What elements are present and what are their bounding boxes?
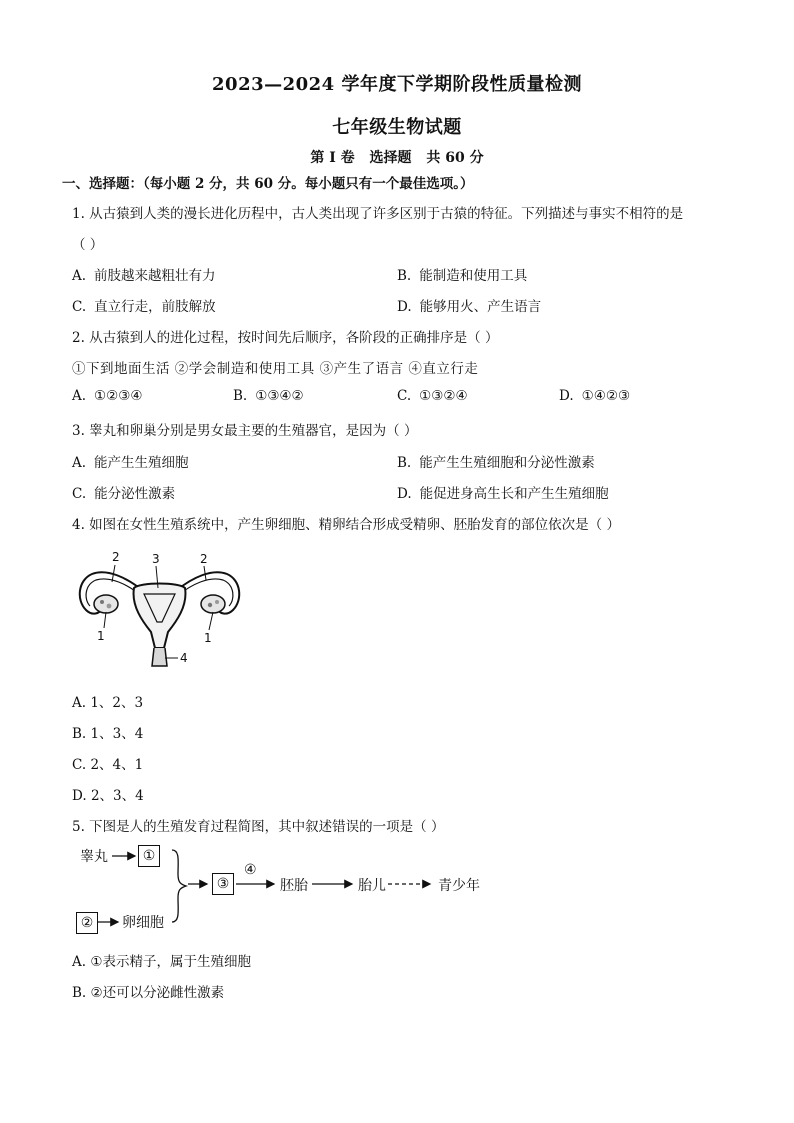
section-instructions: 一、选择题：（每小题 2 分，共 60 分。每小题只有一个最佳选项。） xyxy=(62,176,474,192)
ovary-left-follicle xyxy=(107,604,112,609)
exam-title: 2023—2024 学年度下学期阶段性质量检测 xyxy=(212,74,582,95)
q4-stem: 4. 如图在女性生殖系统中，产生卵细胞、精卵结合形成受精卵、胚胎发育的部位依次是（ ） xyxy=(72,517,620,533)
label-uterus: 3 xyxy=(152,552,160,566)
option-letter: D. xyxy=(397,299,412,315)
option-letter: C. xyxy=(72,486,87,502)
pointer-line xyxy=(104,612,106,628)
option-text: ①④②③ xyxy=(581,388,631,404)
option-letter: C. xyxy=(397,388,412,404)
merge-brace xyxy=(172,850,186,922)
option-letter: C. xyxy=(72,299,87,315)
pointer-line xyxy=(209,612,213,630)
option-letter: D. xyxy=(397,486,412,502)
flow-embryo: 胚胎 xyxy=(280,878,308,894)
flow-youth: 青少年 xyxy=(438,878,480,894)
option-text: 前肢越来越粗壮有力 xyxy=(94,268,216,284)
option-text: 能分泌性激素 xyxy=(94,486,176,502)
option-text: 1、2、3 xyxy=(90,695,144,711)
q2-option-a[interactable] xyxy=(72,388,142,404)
q3-option-a[interactable] xyxy=(72,451,189,471)
option-text: ①③②④ xyxy=(419,388,468,404)
q2-option-b[interactable] xyxy=(233,388,304,404)
uterus xyxy=(134,584,186,649)
q4-option-b[interactable] xyxy=(72,722,143,742)
flow-box-1: ① xyxy=(138,845,160,867)
option-text: 2、3、4 xyxy=(90,788,144,804)
q1-option-d[interactable] xyxy=(397,295,541,315)
option-text: 能产生生殖细胞和分泌性激素 xyxy=(419,455,595,471)
q2-option-c[interactable] xyxy=(397,388,468,404)
option-text: ①表示精子，属于生殖细胞 xyxy=(90,954,251,970)
vagina xyxy=(152,648,167,666)
flow-testis: 睾丸 xyxy=(80,849,108,865)
q1-option-b[interactable] xyxy=(397,264,527,284)
ovary-right xyxy=(201,595,225,613)
option-text: 能产生生殖细胞 xyxy=(94,455,189,471)
option-letter: A. xyxy=(72,388,87,404)
q2-statements: ①下到地面生活 ②学会制造和使用工具 ③产生了语言 ④直立行走 xyxy=(72,361,479,377)
q2-option-d[interactable] xyxy=(559,388,630,404)
option-letter: B. xyxy=(397,268,412,284)
ovary-left xyxy=(94,595,118,613)
ovary-left-follicle xyxy=(100,600,104,604)
option-letter: A. xyxy=(72,695,87,711)
q4-option-d[interactable] xyxy=(72,784,144,804)
flow-egg: 卵细胞 xyxy=(122,915,164,931)
label-tube-right: 2 xyxy=(200,552,208,566)
option-letter: A. xyxy=(72,268,87,284)
section-score: 共 60 分 xyxy=(426,150,484,166)
q3-option-d[interactable] xyxy=(397,482,609,502)
female-reproductive-diagram xyxy=(72,548,247,668)
q1-option-c[interactable] xyxy=(72,295,216,315)
flow-box-2: ② xyxy=(76,912,98,934)
option-letter: B. xyxy=(397,455,412,471)
option-letter: B. xyxy=(233,388,248,404)
option-text: ①③④② xyxy=(255,388,304,404)
option-text: 2、4、1 xyxy=(90,757,144,773)
q5-option-a[interactable] xyxy=(72,950,251,970)
option-text: ①②③④ xyxy=(94,388,143,404)
q4-option-c[interactable] xyxy=(72,753,143,773)
ovary-right-follicle xyxy=(215,600,219,604)
option-text: 能制造和使用工具 xyxy=(419,268,528,284)
option-letter: A. xyxy=(72,455,87,471)
q1-stem-cont: （ ） xyxy=(72,237,104,253)
option-text: 1、3、4 xyxy=(90,726,144,742)
option-letter: C. xyxy=(72,757,87,773)
label-ovary-left: 1 xyxy=(97,629,105,643)
q2-stem: 2. 从古猿到人的进化过程，按时间先后顺序，各阶段的正确排序是（ ） xyxy=(72,330,499,346)
q5-option-b[interactable] xyxy=(72,981,224,1001)
q1-option-a[interactable] xyxy=(72,264,216,284)
q1-stem: 1. 从古猿到人类的漫长进化历程中，古人类出现了许多区别于古猿的特征。下列描述与事实不相符的是 xyxy=(72,206,684,222)
option-letter: A. xyxy=(72,954,87,970)
label-vagina: 4 xyxy=(180,651,188,665)
section-header xyxy=(0,147,794,167)
option-text: 能够用火、产生语言 xyxy=(419,299,542,315)
flow-box-3: ③ xyxy=(212,873,234,895)
section-kind: 选择题 xyxy=(369,150,412,166)
label-tube-left: 2 xyxy=(112,550,120,564)
option-letter: D. xyxy=(559,388,574,404)
q4-option-a[interactable] xyxy=(72,691,143,711)
option-letter: B. xyxy=(72,985,87,1001)
section-volume: 第 I 卷 xyxy=(310,150,355,166)
q5-stem: 5. 下图是人的生殖发育过程简图，其中叙述错误的一项是（ ） xyxy=(72,819,445,835)
option-letter: D. xyxy=(72,788,87,804)
exam-subtitle: 七年级生物试题 xyxy=(332,117,462,138)
label-ovary-right: 1 xyxy=(204,631,212,645)
flow-fetus: 胎儿 xyxy=(358,878,386,894)
option-text: 能促进身高生长和产生生殖细胞 xyxy=(419,486,609,502)
reproduction-flowchart xyxy=(72,840,552,940)
q3-option-c[interactable] xyxy=(72,482,175,502)
option-text: ②还可以分泌雌性激素 xyxy=(90,985,225,1001)
option-letter: B. xyxy=(72,726,87,742)
ovary-right-follicle xyxy=(208,603,212,607)
q3-stem: 3. 睾丸和卵巢分别是男女最主要的生殖器官，是因为（ ） xyxy=(72,423,418,439)
q3-option-b[interactable] xyxy=(397,451,595,471)
flow-step-4: ④ xyxy=(244,862,257,878)
option-text: 直立行走，前肢解放 xyxy=(94,299,216,315)
